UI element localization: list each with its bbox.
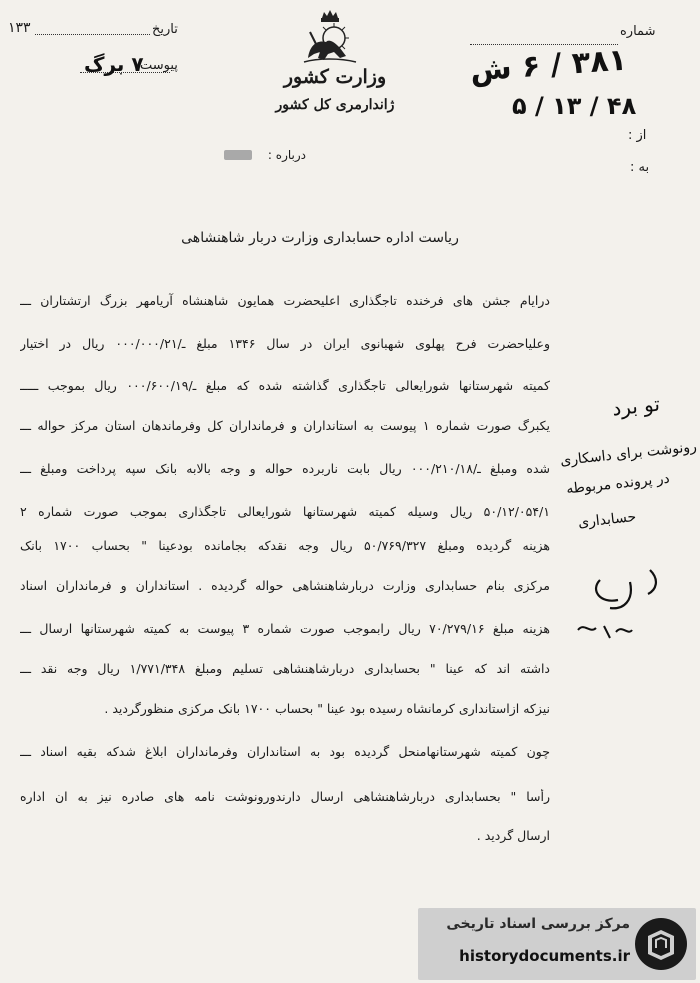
archive-name: مرکز بررسی اسناد تاریخی <box>446 916 630 932</box>
attachment-handwriting: ۷ برگ <box>84 52 144 76</box>
body-line: داشته اند که عینا " بحسابداری دربارشاهنشاهی تسلیم ومبلغ ۱/۷۷۱/۳۴۸ ریال وجه نقد ـــ <box>20 661 550 676</box>
date-dotted-line <box>35 34 150 35</box>
body-line: نیزکه ازاستانداری کرمانشاه رسیده بود عینا " بحساب ۱۷۰۰ بانک مرکزی منظورگردید . <box>104 701 550 716</box>
body-line: ۵۰/۱۲/۰۵۴/۱ ریال وسیله کمیته شهرستانها شورایعالی تاجگذاری بموجب صورت شماره ۲ <box>20 504 550 519</box>
margin-note: رونوشت برای داسکاری <box>559 438 698 470</box>
date-label: تاریخ <box>152 22 178 37</box>
body-line: درایام جشن های فرخنده تاجگذاری اعلیحضرت همایون شاهنشاه آریامهر بزرگ ارتشتاران ـــ <box>20 293 550 308</box>
to-label: به : <box>630 160 650 175</box>
number-handwriting: ۳۸۱ / ۶ ش <box>468 42 628 89</box>
date-handwriting: ۴۸ / ۱۳ / ۵ <box>512 92 637 120</box>
subject-stamp <box>224 150 252 160</box>
body-line: هزینه گردیده ومبلغ ۵۰/۷۶۹/۳۲۷ ریال وجه نقدکه بجامانده بودعینا " بحساب ۱۷۰۰ بانک <box>20 538 550 553</box>
ministry-title: وزارت کشور <box>283 66 387 88</box>
body-line: چون کمیته شهرستانهامنحل گردیده بود به استانداران وفرمانداران ابلاغ شدکه بقیه اسناد ـــ <box>20 744 550 759</box>
attachment-label: پیوست <box>140 58 178 73</box>
body-line: وعلیاحضرت فرح پهلوی شهبانوی ایران در سال ۱۳۴۶ مبلغ ـ/۰۰۰/۰۰۰/۲۱ ریال در اختیار <box>20 336 550 351</box>
body-line: شده ومبلغ ـ/۰۰۰/۲۱۰/۱۸ ریال بابت ناربرده حواله و وجه بالابه بانک سپه پرداخت ومبلغ ـــ <box>20 461 550 476</box>
body-line: هزینه مبلغ ۷۰/۲۷۹/۱۶ ریال رابموجب صورت شماره ۳ پیوست به کمیته شهرستانها ارسال ـــ <box>20 621 550 636</box>
lion-and-sun-emblem-icon <box>300 8 360 66</box>
body-line: رأسا " بحسابداری دربارشاهنشاهی ارسال دارندورونوشت نامه های صادره نیز به ان اداره <box>20 789 550 804</box>
body-line: مرکزی بنام حسابداری وزارت دربارشاهنشاهی حواله گردیده . استانداران و فرمانداران اسناد <box>20 578 550 593</box>
top-left-number: ۱۳۳ <box>8 20 31 36</box>
handwritten-signature-icon <box>560 560 680 650</box>
body-line: ارسال گردید . <box>476 828 550 843</box>
margin-note: در پرونده مربوطه <box>565 470 671 498</box>
archive-url: historydocuments.ir <box>459 947 630 965</box>
subject-label: درباره : <box>267 148 306 162</box>
margin-note: حسابداری <box>577 508 637 532</box>
from-label: از : <box>628 128 647 143</box>
addressee-line: ریاست اداره حسابداری وزارت دربار شاهنشاهی <box>181 230 459 246</box>
margin-note: تو برد <box>610 391 661 421</box>
body-line: کمیته شهرستانها شورایعالی تاجگذاری گذاشته شده که مبلغ ـ/۰۰۰/۶۰۰/۱۹ ریال بموجب ـــــ <box>20 378 550 393</box>
department-title: ژاندارمری کل کشور <box>275 97 395 113</box>
body-line: یکبرگ صورت شماره ۱ پیوست به استانداران و فرمانداران کل وفرماندهان استان مرکز حواله ـــ <box>20 418 550 433</box>
number-label: شماره <box>620 24 656 39</box>
archive-logo-icon <box>632 914 690 974</box>
